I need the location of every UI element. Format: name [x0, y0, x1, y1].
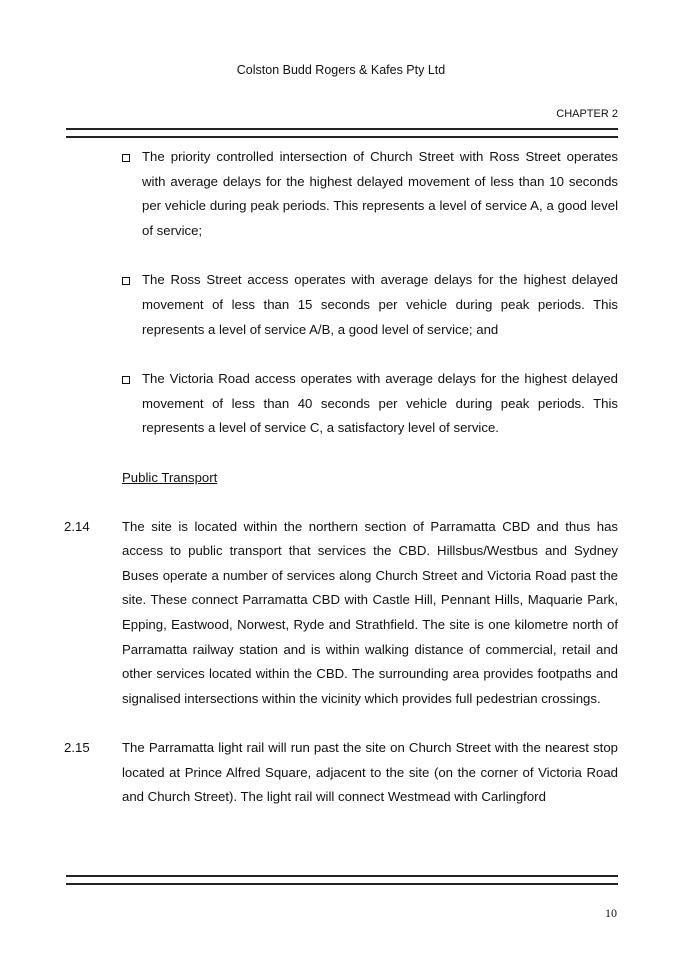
- main-content: [64, 145, 618, 835]
- numbered-paragraph: [64, 515, 618, 712]
- bullet-text: The Ross Street access operates with average delays for the highest delayed movement of less than 15 seconds per vehicle during peak periods. This represents a level of service A/B, a good level of service; and: [142, 272, 618, 337]
- chapter-label: CHAPTER 2: [556, 108, 618, 120]
- numbered-paragraph: [64, 736, 618, 810]
- company-header: Colston Budd Rogers & Kafes Pty Ltd: [236, 63, 446, 77]
- square-bullet-icon: [122, 376, 130, 384]
- bullet-item: [64, 145, 618, 243]
- page-number: 10: [605, 906, 617, 920]
- bullet-item: [64, 268, 618, 342]
- paragraph-number: 2.14: [64, 518, 90, 534]
- bullet-text: The Victoria Road access operates with average delays for the highest delayed movement of less than 40 seconds per vehicle during peak periods. This represents a level of service C, a satisfactory level of service.: [142, 371, 618, 436]
- header-rule: [66, 128, 618, 138]
- bullet-text: The priority controlled intersection of Church Street with Ross Street operates with average delays for the highest delayed movement of less than 10 seconds per vehicle during peak periods. This represents a level of service A, a good level of service;: [142, 149, 618, 238]
- paragraph-text: The Parramatta light rail will run past the site on Church Street with the nearest stop located at Prince Alfred Square, adjacent to the site (on the corner of Victoria Road and Church Street). The light rail will connect Westmead with Carlingford: [122, 740, 618, 805]
- paragraph-text: The site is located within the northern section of Parramatta CBD and thus has access to public transport that services the CBD. Hillsbus/Westbus and Sydney Buses operate a number of services along Church Street and Victoria Road past the site. These connect Parramatta CBD with Castle Hill, Pennant Hills, Maquarie Park, Epping, Eastwood, Norwest, Ryde and Strathfield. The site is one kilometre north of Parramatta railway station and is within walking distance of commercial, retail and other services located within the CBD. The surrounding area provides footpaths and signalised intersections within the vicinity which provides full pedestrian crossings.: [122, 518, 618, 706]
- square-bullet-icon: [122, 154, 130, 162]
- bullet-item: [64, 367, 618, 441]
- paragraph-number: 2.15: [64, 740, 90, 756]
- section-heading: Public Transport: [122, 469, 218, 485]
- square-bullet-icon: [122, 277, 130, 285]
- footer-rule: [66, 875, 618, 885]
